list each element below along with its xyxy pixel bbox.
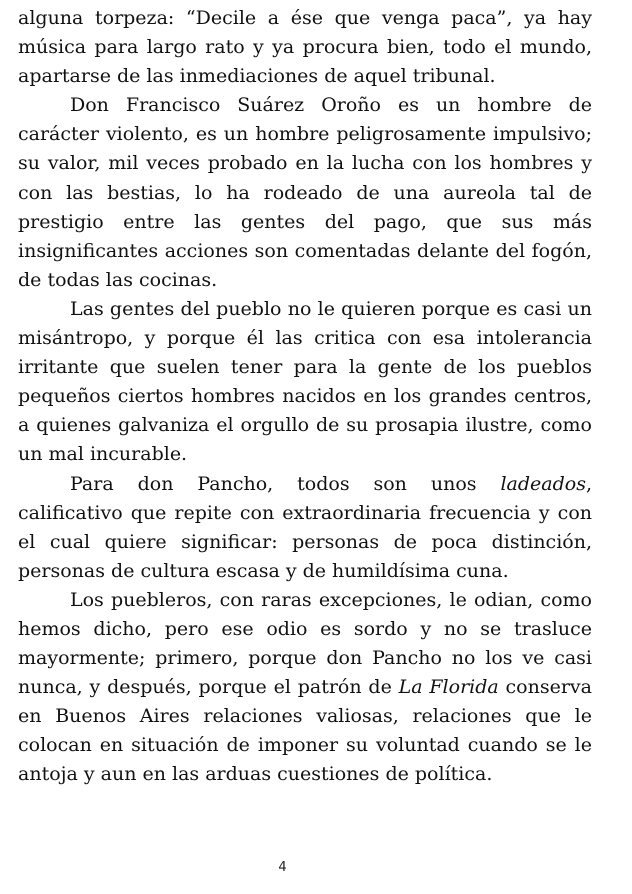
text-run: Para don Pancho, todos son unos [70, 472, 501, 495]
text-run: , calificativo que repite con extraordinaria frecuencia y con el cual quiere significar: personas de poca distinción, personas de cultura escasa y de humildísima cuna. [18, 472, 592, 582]
text-run: conserva en Buenos Aires relaciones valiosas, relaciones que le colocan en situación de imponer su voluntad cuando se le antoja y aun en las arduas cuestiones de política. [18, 676, 592, 786]
paragraph-puebleros [18, 586, 592, 790]
italic-title: La Florida [398, 676, 499, 699]
body-text [18, 4, 592, 790]
paragraph-continuation: alguna torpeza: “Decile a ése que venga paca”, ya hay música para largo rato y ya procura bien, todo el mundo, apartarse de las inmediaciones de aquel tribunal. [18, 7, 592, 88]
text-run: Los puebleros, con raras excepciones, le odian, como hemos dicho, pero ese odio es sordo y no se trasluce mayormente; primero, porque don Pancho no los ve casi nunca, y después, porque el patrón de [18, 588, 592, 699]
italic-term: ladeados [500, 472, 586, 495]
paragraph-gentes-del-pueblo: Las gentes del pueblo no le quieren porque es casi un misántropo, y porque él las critica con esa intolerancia irritante que suelen tener para la gente de los pueblos pequeños ciertos hombres nacidos en los grandes centros, a quienes galvaniza el orgullo de su prosapia ilustre, como un mal incurable. [18, 297, 592, 466]
paragraph-ladeados [18, 470, 592, 586]
paragraph-suarez-orono: Don Francisco Suárez Oroño es un hombre de carácter violento, es un hombre peligrosamente impulsivo; su valor, mil veces probado en la lucha con los hombres y con las bestias, lo ha rodeado de una aureola tal de prestigio entre las gentes del pago, que sus más insignificantes acciones son comentadas delante del fogón, de todas las cocinas. [18, 94, 592, 291]
page-number: 4 [278, 860, 287, 875]
